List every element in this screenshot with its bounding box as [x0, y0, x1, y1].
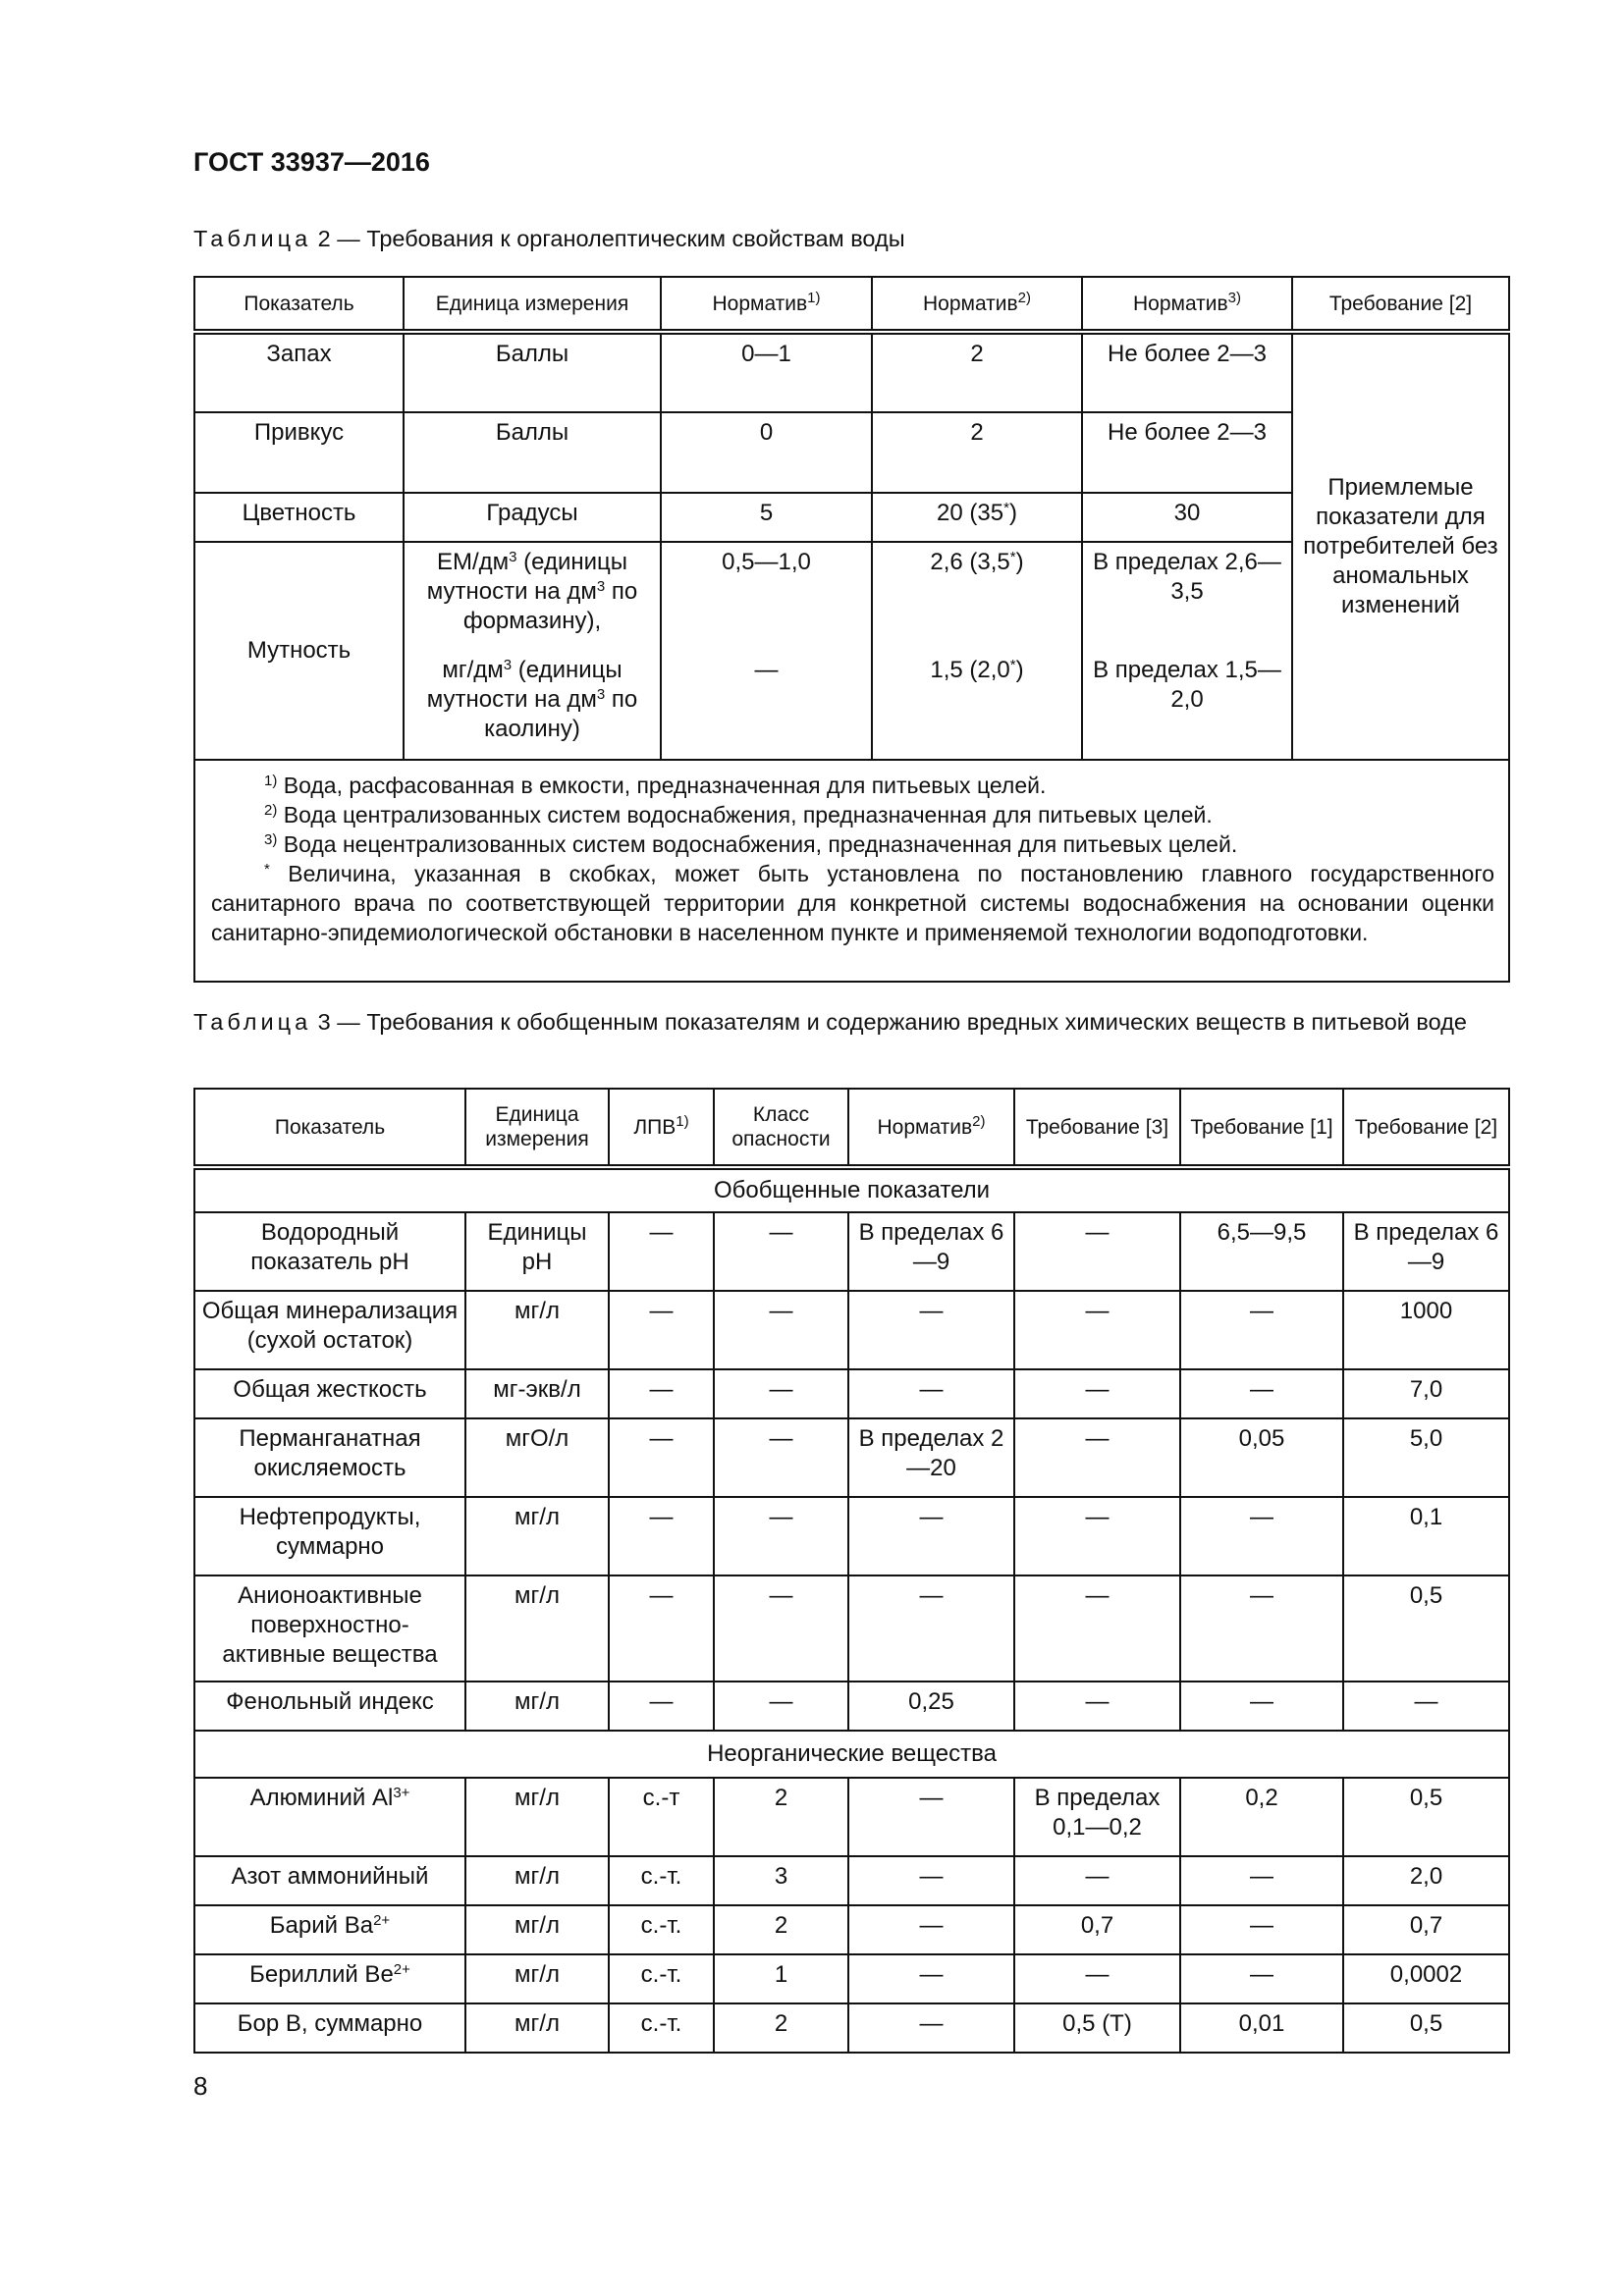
table-cell: 5,0 — [1343, 1418, 1509, 1497]
table-cell: Алюминий $Al^{3+}$ — [194, 1778, 465, 1856]
table3-caption — [193, 1007, 1507, 1038]
table2-header-cell: Норматив$^{3)}$ — [1082, 277, 1292, 332]
table-cell: 1000 — [1343, 1291, 1509, 1369]
table-cell: Мутность — [194, 542, 404, 760]
table-cell: 0,5 — [1343, 1575, 1509, 1682]
table3 — [193, 1088, 1510, 2054]
table-cell: с.-т. — [609, 1856, 714, 1905]
table-cell: Перманганатная окисляемость — [194, 1418, 465, 1497]
table3-header-cell: Норматив$^{2)}$ — [848, 1089, 1014, 1167]
table-row — [194, 1418, 1509, 1497]
table-cell: — — [1014, 1212, 1180, 1291]
table-cell: — — [1014, 1497, 1180, 1575]
note-star: * Величина, указанная в скобках, может быть установлена по постановлению главного государственного санитарного врача по соответствующей территории для конкретной системы водоснабжения на основании оценки санитарно-эпидемиологической обстановки в населенном пункте и применяемой технологии водоподготовки. — [211, 860, 1494, 945]
table-cell: — — [714, 1682, 848, 1731]
table-cell: — — [848, 1954, 1014, 2003]
table3-header-cell: Показатель — [194, 1089, 465, 1167]
table-row — [194, 2003, 1509, 2053]
table-cell: — — [848, 1856, 1014, 1905]
table-cell: 2,0 — [1343, 1856, 1509, 1905]
table-row — [194, 1682, 1509, 1731]
table-cell: — — [1180, 1954, 1343, 2003]
table2-header-cell: Показатель — [194, 277, 404, 332]
table-cell: Анионоактивные поверхностно-активные вещества — [194, 1575, 465, 1682]
table-cell: — — [714, 1212, 848, 1291]
table-cell: — — [1343, 1682, 1509, 1731]
table-cell: 2 — [872, 412, 1082, 493]
table-cell: В пределах 2—20 — [848, 1418, 1014, 1497]
section-row — [194, 1167, 1509, 1212]
table-row — [194, 1778, 1509, 1856]
table-row — [194, 1856, 1509, 1905]
table3-caption-prefix: Таблица — [193, 1009, 312, 1035]
table-cell: — — [1014, 1418, 1180, 1497]
table-row — [194, 1905, 1509, 1954]
table-cell: Нефтепродукты, суммарно — [194, 1497, 465, 1575]
table-cell: мг/л — [465, 1954, 609, 2003]
table-row — [194, 1291, 1509, 1369]
table2-caption — [193, 224, 1507, 254]
table-cell: 0 — [661, 412, 872, 493]
table-cell: — — [848, 1905, 1014, 1954]
table-cell: 0,05 — [1180, 1418, 1343, 1497]
table-cell: 0,7 — [1014, 1905, 1180, 1954]
table3-header-cell: Требование [3] — [1014, 1089, 1180, 1167]
table-cell: — — [1014, 1954, 1180, 2003]
table-cell: — — [1180, 1905, 1343, 1954]
table-cell: с.-т. — [609, 1954, 714, 2003]
table-cell: В пределах 0,1—0,2 — [1014, 1778, 1180, 1856]
table-cell: — — [1180, 1682, 1343, 1731]
table-cell: 0,5—1,0 — — [661, 542, 872, 760]
table-cell: В пределах 6—9 — [1343, 1212, 1509, 1291]
table-cell: — — [714, 1418, 848, 1497]
table-cell: Привкус — [194, 412, 404, 493]
table-cell: 0,01 — [1180, 2003, 1343, 2053]
table-cell: Фенольный индекс — [194, 1682, 465, 1731]
table-cell: — — [609, 1291, 714, 1369]
table-cell: мг/л — [465, 1778, 609, 1856]
table-cell: — — [714, 1497, 848, 1575]
table-cell: В пределах 6—9 — [848, 1212, 1014, 1291]
table-cell: — — [609, 1212, 714, 1291]
table-cell: мг/л — [465, 1497, 609, 1575]
table-row — [194, 1497, 1509, 1575]
table-cell: мг/л — [465, 1856, 609, 1905]
table-cell: — — [1180, 1369, 1343, 1418]
table-cell: с.-т. — [609, 1905, 714, 1954]
table-cell: 0,25 — [848, 1682, 1014, 1731]
table-cell: 0,7 — [1343, 1905, 1509, 1954]
table-cell: мг/л — [465, 1682, 609, 1731]
table-cell: мг/л — [465, 1291, 609, 1369]
note-1: $^{1)}$ Вода, расфасованная в емкости, предназначенная для питьевых целей. — [264, 772, 1047, 798]
table3-header-cell: ЛПВ$^{1)}$ — [609, 1089, 714, 1167]
table-cell: Азот аммонийный — [194, 1856, 465, 1905]
table-cell: — — [848, 1497, 1014, 1575]
table-cell: мг/л — [465, 1575, 609, 1682]
table-cell: — — [609, 1575, 714, 1682]
table-cell: Водородный показатель рН — [194, 1212, 465, 1291]
table-cell: 0,5 — [1343, 1778, 1509, 1856]
table3-caption-text: 3 — Требования к обобщенным показателям и содержанию вредных химических веществ в питьевой воде — [311, 1009, 1467, 1035]
table-cell: — — [848, 1291, 1014, 1369]
table-cell: — — [609, 1418, 714, 1497]
table-cell: — — [1180, 1575, 1343, 1682]
table-cell: 20 (35*) — [872, 493, 1082, 542]
table-cell: 2 — [714, 2003, 848, 2053]
table-cell: Барий $Ва^{2+}$ — [194, 1905, 465, 1954]
table-row — [194, 1954, 1509, 2003]
table2-header-cell: Единица измерения — [404, 277, 661, 332]
table3-header-cell: Единица измерения — [465, 1089, 609, 1167]
note-2: $^{2)}$ Вода централизованных систем водоснабжения, предназначенная для питьевых целей. — [264, 801, 1213, 828]
table-cell: — — [1014, 1291, 1180, 1369]
table3-header-cell: Класс опасности — [714, 1089, 848, 1167]
table-cell: — — [1014, 1856, 1180, 1905]
table-cell: 0,0002 — [1343, 1954, 1509, 2003]
table2 — [193, 276, 1510, 983]
document-title: ГОСТ 33937—2016 — [193, 147, 430, 177]
table-row — [194, 1212, 1509, 1291]
table-cell: — — [609, 1369, 714, 1418]
table-cell: — — [1014, 1575, 1180, 1682]
table3-header-cell: Требование [1] — [1180, 1089, 1343, 1167]
table-cell: 5 — [661, 493, 872, 542]
table-cell: 1 — [714, 1954, 848, 2003]
table-cell: — — [714, 1575, 848, 1682]
table-cell: мг-экв/л — [465, 1369, 609, 1418]
page-number: 8 — [193, 2071, 208, 2101]
section-header-general: Обобщенные показатели — [194, 1167, 1509, 1212]
table2-header-cell: Норматив$^{1)}$ — [661, 277, 872, 332]
table-cell: 0,5 (Т) — [1014, 2003, 1180, 2053]
table2-header-cell: Требование [2] — [1292, 277, 1509, 332]
table-cell: — — [1180, 1291, 1343, 1369]
table-cell: — — [848, 1778, 1014, 1856]
table-cell: Бор В, суммарно — [194, 2003, 465, 2053]
table-cell: мгО/л — [465, 1418, 609, 1497]
table3-header-cell: Требование [2] — [1343, 1089, 1509, 1167]
table-cell: мг/л — [465, 1905, 609, 1954]
table-cell: В пределах 2,6—3,5 В пределах 1,5—2,0 — [1082, 542, 1292, 760]
table-cell: — — [1180, 1856, 1343, 1905]
table-cell: Общая жесткость — [194, 1369, 465, 1418]
section-row — [194, 1731, 1509, 1778]
table-cell: — — [714, 1291, 848, 1369]
table-cell: 7,0 — [1343, 1369, 1509, 1418]
table-cell: Не более 2—3 — [1082, 332, 1292, 412]
table-cell: Градусы — [404, 493, 661, 542]
table-cell: Не более 2—3 — [1082, 412, 1292, 493]
table-cell: — — [848, 1369, 1014, 1418]
table-cell: — — [714, 1369, 848, 1418]
table-cell: 2 — [714, 1778, 848, 1856]
table2-caption-prefix: Таблица — [193, 226, 312, 251]
table-cell: 0,2 — [1180, 1778, 1343, 1856]
table3-header-row — [194, 1089, 1509, 1167]
table2-header-row — [194, 277, 1509, 332]
table-cell: 0,5 — [1343, 2003, 1509, 2053]
table2-header-cell: Норматив$^{2)}$ — [872, 277, 1082, 332]
table-cell: — — [1180, 1497, 1343, 1575]
table-cell: Общая минерализация (сухой остаток) — [194, 1291, 465, 1369]
table-row — [194, 332, 1509, 412]
table-cell: — — [848, 2003, 1014, 2053]
table-cell: мг/л — [465, 2003, 609, 2053]
table-cell: $ЕМ/дм^3$ (единицы мутности на $дм^3$ по формазину), $мг/дм^3$ (единицы мутности на $дм^3$ по каолину) — [404, 542, 661, 760]
table-cell: 30 — [1082, 493, 1292, 542]
table-cell: Баллы — [404, 412, 661, 493]
table-cell: Цветность — [194, 493, 404, 542]
table-cell: 2 — [872, 332, 1082, 412]
table-row — [194, 1575, 1509, 1682]
table-cell: — — [609, 1497, 714, 1575]
table-cell: — — [1014, 1682, 1180, 1731]
section-header-inorganic: Неорганические вещества — [194, 1731, 1509, 1778]
table-cell: 0—1 — [661, 332, 872, 412]
table-cell: 2 — [714, 1905, 848, 1954]
table-cell: — — [848, 1575, 1014, 1682]
table-cell: 0,1 — [1343, 1497, 1509, 1575]
table-cell: Запах — [194, 332, 404, 412]
table-cell: — — [1014, 1369, 1180, 1418]
table-cell: Баллы — [404, 332, 661, 412]
requirement-merged-cell: Приемлемые показатели для потребителей без аномальных изменений — [1292, 332, 1509, 760]
table-cell: 6,5—9,5 — [1180, 1212, 1343, 1291]
table-cell: — — [609, 1682, 714, 1731]
table2-caption-text: 2 — Требования к органолептическим свойствам воды — [311, 226, 905, 251]
table-cell: с.-т — [609, 1778, 714, 1856]
table2-notes-row — [194, 760, 1509, 982]
table2-notes — [194, 760, 1509, 982]
note-3: $^{3)}$ Вода нецентрализованных систем водоснабжения, предназначенная для питьевых целей. — [264, 830, 1238, 857]
table-cell: 3 — [714, 1856, 848, 1905]
table-cell: Бериллий $Ве^{2+}$ — [194, 1954, 465, 2003]
table-row — [194, 1369, 1509, 1418]
table-cell: Единицы рН — [465, 1212, 609, 1291]
table-cell: с.-т. — [609, 2003, 714, 2053]
table-cell: 2,6 (3,5*) 1,5 (2,0*) — [872, 542, 1082, 760]
